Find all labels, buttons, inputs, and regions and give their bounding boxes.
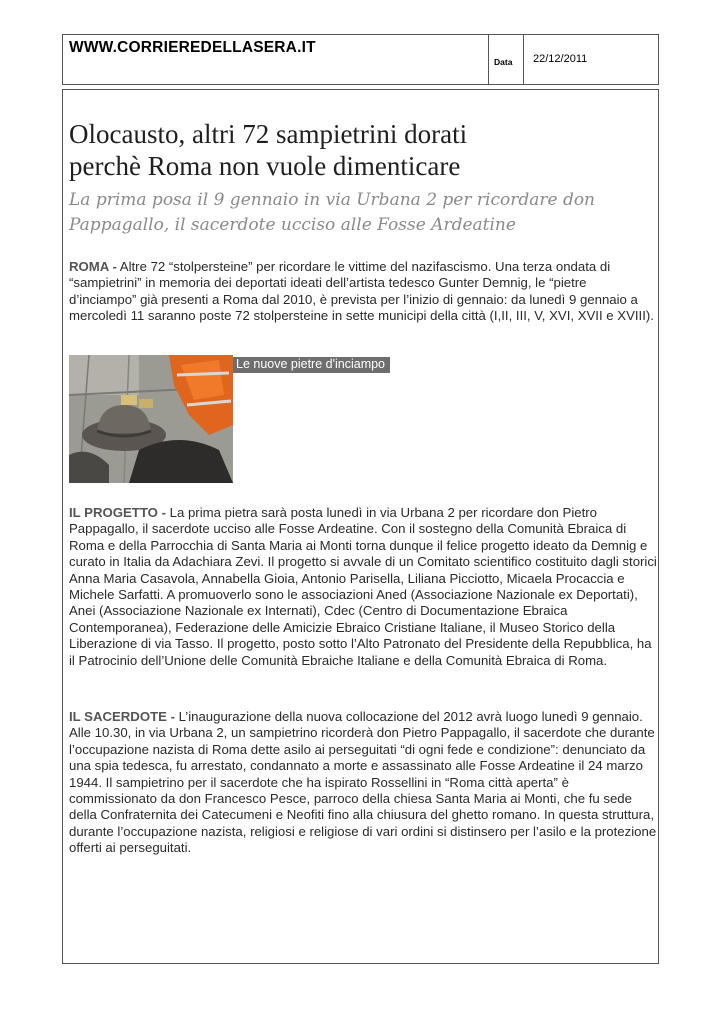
date-label: Data	[494, 57, 513, 67]
article-title	[69, 118, 649, 182]
date-value: 22/12/2011	[533, 53, 588, 65]
article-subtitle: La prima posa il 9 gennaio in via Urbana 2 per ricordare don Pappagallo, il sacerdote ucciso alle Fosse Ardeatine	[69, 190, 596, 235]
article-box	[62, 89, 659, 964]
photo-illustration	[69, 355, 233, 483]
paragraph-roma	[69, 259, 657, 325]
paragraph-text: La prima pietra sarà posta lunedì in via Urbana 2 per ricordare don Pietro Pappagallo, il sacerdote ucciso alle Fosse Ardeatine. Con il sostegno della Comunità Ebraica di Roma e della Parrocchia di Santa Maria ai Monti torna dunque il felice progetto ideato da Demnig e curato in Italia da Adachiara Zevi. Il progetto si avvale di un Comitato scientifico costituito dagli storici Anna Maria Casavola, Annabella Gioia, Antonio Parisella, Liliana Picciotto, Micaela Procaccia e Michele Sarfatti. A promuoverlo sono le associazioni Aned (Associazione Nazionale ex Deportati), Anei (Associazione Nazionale ex Internati), Cdec (Centro di Documentazione Ebraica Contemporanea), Federazione delle Amicizie Ebraico Cristiane Italiane, il Museo Storico della Liberazione di via Tasso. Il progetto, posto sotto l’Alto Patronato del Presidente della Repubblica, ha il Patrocinio dell’Unione delle Comunità Ebraiche Italiane e della Comunità Ebraica di Roma.	[69, 505, 657, 668]
paragraph-sacerdote	[69, 709, 657, 857]
title-line-2: perchè Roma non vuole dimenticare	[69, 151, 461, 181]
paragraph-lead: IL PROGETTO -	[69, 505, 166, 520]
photo-caption: Le nuove pietre d'inciampo	[233, 357, 390, 373]
paragraph-text: L’inaugurazione della nuova collocazione del 2012 avrà luogo lunedì 9 gennaio. Alle 10.30, in via Urbana 2, un sampietrino ricorderà don Pietro Pappagallo, il sacerdote che durante l’occupazione nazista di Roma dette asilo ai perseguitati “di ogni fede e condizione”: denunciato da una spia tedesca, fu arrestato, condannato a morte e assassinato alle Fosse Ardeatine il 24 marzo 1944. Il sampietrino per il sacerdote che ha ispirato Rossellini in “Roma città aperta” è commissionato da don Francesco Pesce, parroco della chiesa Santa Maria ai Monti, che fu sede della Confraternita dei Catecumeni e Neofiti fino alla chiusura del ghetto romano. In questa struttura, durante l’occupazione nazista, religiosi e religiose di vari ordini si distinsero per l’asilo e la protezione offerti ai perseguitati.	[69, 709, 657, 856]
header-box	[62, 34, 659, 85]
paragraph-text: Altre 72 “stolpersteine” per ricordare le vittime del nazifascismo. Una terza ondata di “sampietrini” in memoria dei deportati ideati dell’artista tedesco Gunter Demnig, le “pietre d’inciampo” già presenti a Roma dal 2010, è prevista per l’inizio di gennaio: da lunedì 9 gennaio a mercoledì 11 saranno poste 72 stolpersteine in sette municipi della città (I,II, III, V, XVI, XVII e XVIII).	[69, 259, 654, 324]
site-name: WWW.CORRIEREDELLASERA.IT	[69, 39, 316, 56]
title-line-1: Olocausto, altri 72 sampietrini dorati	[69, 119, 468, 149]
header-divider	[488, 35, 489, 84]
article-photo	[69, 355, 233, 483]
header-divider	[523, 35, 524, 84]
paragraph-lead: ROMA -	[69, 259, 117, 274]
paragraph-progetto	[69, 505, 657, 669]
paragraph-lead: IL SACERDOTE -	[69, 709, 175, 724]
